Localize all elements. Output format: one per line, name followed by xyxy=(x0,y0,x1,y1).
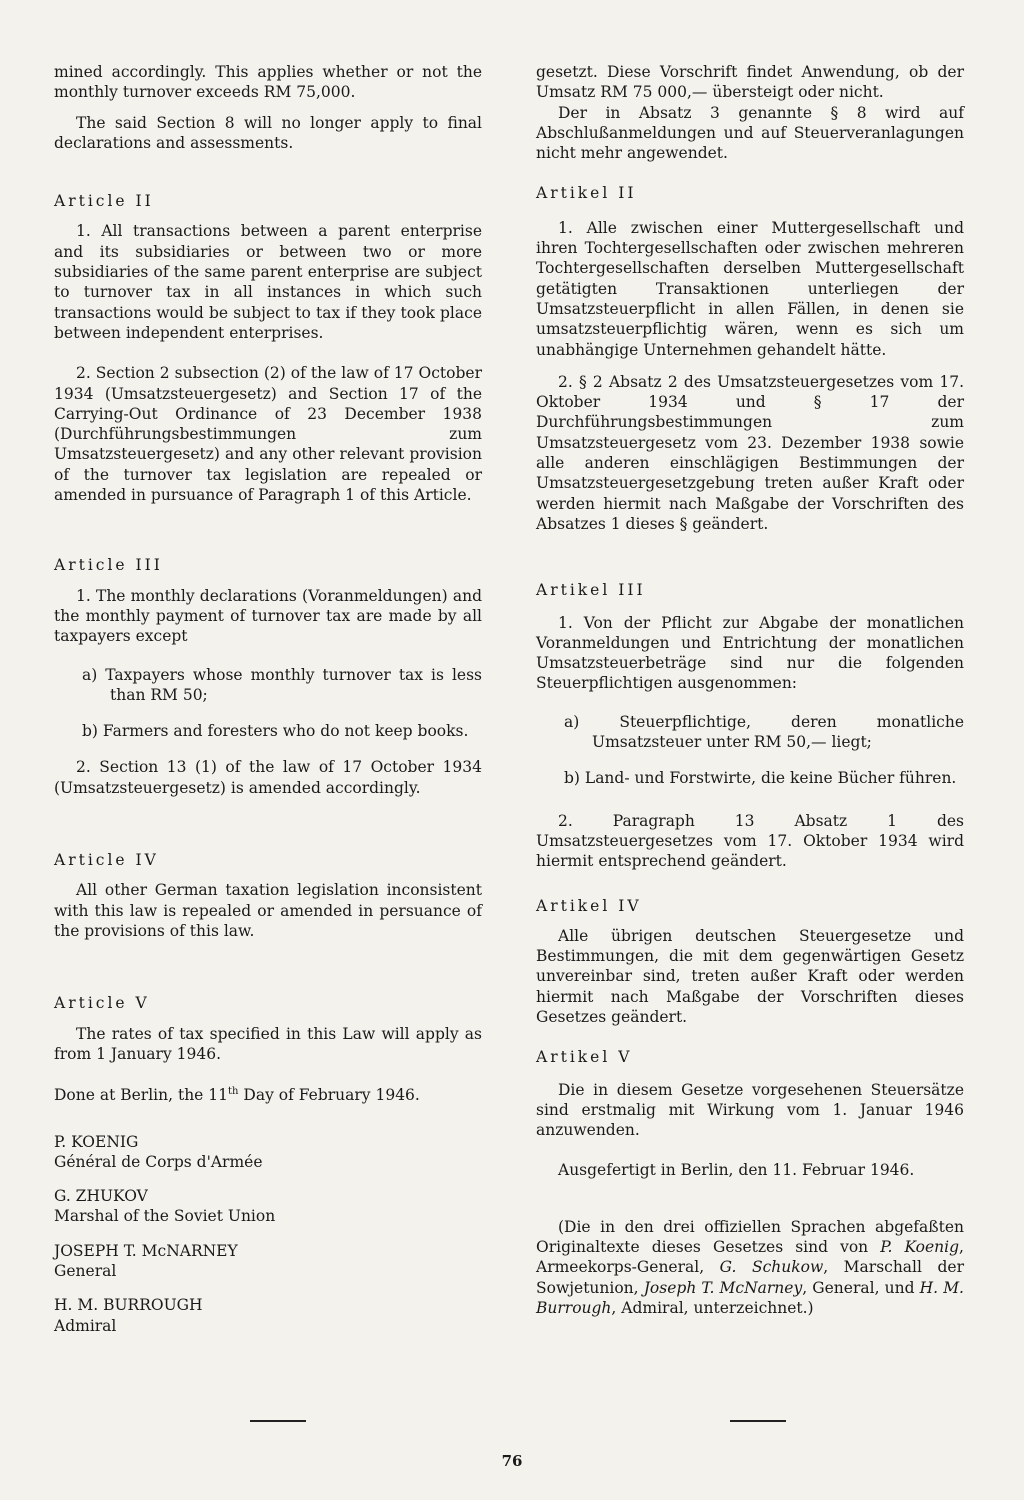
list-item: b) Farmers and foresters who do not keep books. xyxy=(82,722,469,741)
article-paragraph: 1. Alle zwischen einer Muttergesellschaft und ihren Tochtergesellschaften oder zwischen mehreren Tochtergesellschaften derselben Muttergesellschaft getätigten Transaktionen unterliegen der Umsatzsteuerpflicht in allen Fällen, in denen sie umsatzsteuerpflichtig wären, wenn es sich um unabhängige Unternehmen gehandelt hätte. xyxy=(536,218,964,359)
article-paragraph: 1. All transactions between a parent enterprise and its subsidiaries or between two or more subsidiaries of the same parent enterprise are subject to turnover tax in all instances in which such transactions would be subject to tax if they took place between independent enterprises. xyxy=(54,222,482,342)
german-column xyxy=(536,62,964,1318)
article-heading: Article III xyxy=(54,556,163,575)
article-paragraph: 2. § 2 Absatz 2 des Umsatzsteuergesetzes vom 17. Oktober 1934 und § 17 der Durchführungsbestimmungen zum Umsatzsteuergesetz vom 23. Dezember 1938 sowie alle anderen einschlägigen Bestimmungen der Umsatzsteuergesetzgebung treten außer Kraft oder werden hiermit nach Maßgabe der Vorschriften des Absatzes 1 dieses § geändert. xyxy=(536,372,964,533)
done-at-line: Ausgefertigt in Berlin, den 11. Februar 1946. xyxy=(558,1161,915,1180)
intro-paragraph: mined accordingly. This applies whether or not the monthly turnover exceeds RM 75,000. xyxy=(54,63,482,102)
signature-name: JOSEPH T. McNARNEY xyxy=(54,1241,238,1260)
signature-name: P. KOENIG xyxy=(54,1132,139,1151)
signature-note: (Die in den drei offiziellen Sprachen abgefaßten Originaltexte dieses Gesetzes sind von P. Koenig, Armeekorps-General, G. Schukow, Marschall der Sowjetunion, Joseph T. McNarney, General, und H. M. Burrough, Admiral, unterzeichnet.) xyxy=(536,1217,964,1317)
article-paragraph: Die in diesem Gesetze vorgesehenen Steuersätze sind erstmalig mit Wirkung vom 1. Januar 1946 anzuwenden. xyxy=(536,1080,964,1140)
article-paragraph: 2. Section 13 (1) of the law of 17 October 1934 (Umsatzsteuergesetz) is amended accordingly. xyxy=(54,758,482,797)
intro-paragraph: gesetzt. Diese Vorschrift findet Anwendung, ob der Umsatz RM 75 000,— übersteigt oder nicht. xyxy=(536,63,964,102)
article-heading: Artikel II xyxy=(536,184,637,203)
done-at-line: Done at Berlin, the 11th Day of February 1946. xyxy=(54,1086,420,1105)
signature-title: Général de Corps d'Armée xyxy=(54,1152,263,1171)
signature-title: General xyxy=(54,1262,117,1281)
article-heading: Artikel III xyxy=(536,581,646,600)
list-item: a) Taxpayers whose monthly turnover tax is less than RM 50; xyxy=(82,665,482,704)
signature-name: G. ZHUKOV xyxy=(54,1187,148,1206)
article-paragraph: 2. Section 2 subsection (2) of the law of 17 October 1934 (Umsatzsteuergesetz) and Section 17 of the Carrying-Out Ordinance of 23 December 1938 (Durchführungsbestimmungen zum Umsatzsteuergesetz) and any other relevant provision of the turnover tax legislation are repealed or amended in pursuance of Paragraph 1 of this Article. xyxy=(54,364,482,505)
article-paragraph: Alle übrigen deutschen Steuergesetze und Bestimmungen, die mit dem gegenwärtigen Gesetz unvereinbar sind, treten außer Kraft oder werden hiermit nach Maßgabe der Vorschriften dieses Gesetzes geändert. xyxy=(536,926,964,1026)
signature-title: Admiral xyxy=(54,1316,117,1335)
footer-rule xyxy=(250,1420,306,1422)
article-paragraph: 2. Paragraph 13 Absatz 1 des Umsatzsteuergesetzes vom 17. Oktober 1934 wird hiermit entsprechend geändert. xyxy=(536,811,964,871)
article-paragraph: 1. The monthly declarations (Voranmeldungen) and the monthly payment of turnover tax are made by all taxpayers except xyxy=(54,586,482,646)
article-heading: Article II xyxy=(54,192,154,211)
article-paragraph: All other German taxation legislation inconsistent with this law is repealed or amended in persuance of the provisions of this law. xyxy=(54,881,482,940)
signature-name: H. M. BURROUGH xyxy=(54,1296,203,1315)
article-heading: Article IV xyxy=(54,851,159,870)
footer-rule xyxy=(730,1420,786,1422)
signature-block xyxy=(54,1132,482,1336)
article-heading: Article V xyxy=(54,994,150,1013)
page-number: 76 xyxy=(501,1452,523,1470)
list-item: a) Steuerpflichtige, deren monatliche Umsatzsteuer unter RM 50,— liegt; xyxy=(564,712,964,752)
signature-title: Marshal of the Soviet Union xyxy=(54,1207,276,1226)
intro-paragraph: The said Section 8 will no longer apply to final declarations and assessments. xyxy=(54,113,482,152)
english-column xyxy=(54,62,482,1336)
intro-paragraph: Der in Absatz 3 genannte § 8 wird auf Abschlußanmeldungen und auf Steuerveranlagungen nicht mehr angewendet. xyxy=(536,103,964,163)
article-heading: Artikel V xyxy=(536,1048,633,1067)
list-item: b) Land- und Forstwirte, die keine Bücher führen. xyxy=(564,769,957,788)
article-heading: Artikel IV xyxy=(536,896,642,915)
article-paragraph: The rates of tax specified in this Law will apply as from 1 January 1946. xyxy=(54,1024,482,1063)
article-paragraph: 1. Von der Pflicht zur Abgabe der monatlichen Voranmeldungen und Entrichtung der monatlichen Umsatzsteuerbeträge sind nur die folgenden Steuerpflichtigen ausgenommen: xyxy=(536,613,964,693)
